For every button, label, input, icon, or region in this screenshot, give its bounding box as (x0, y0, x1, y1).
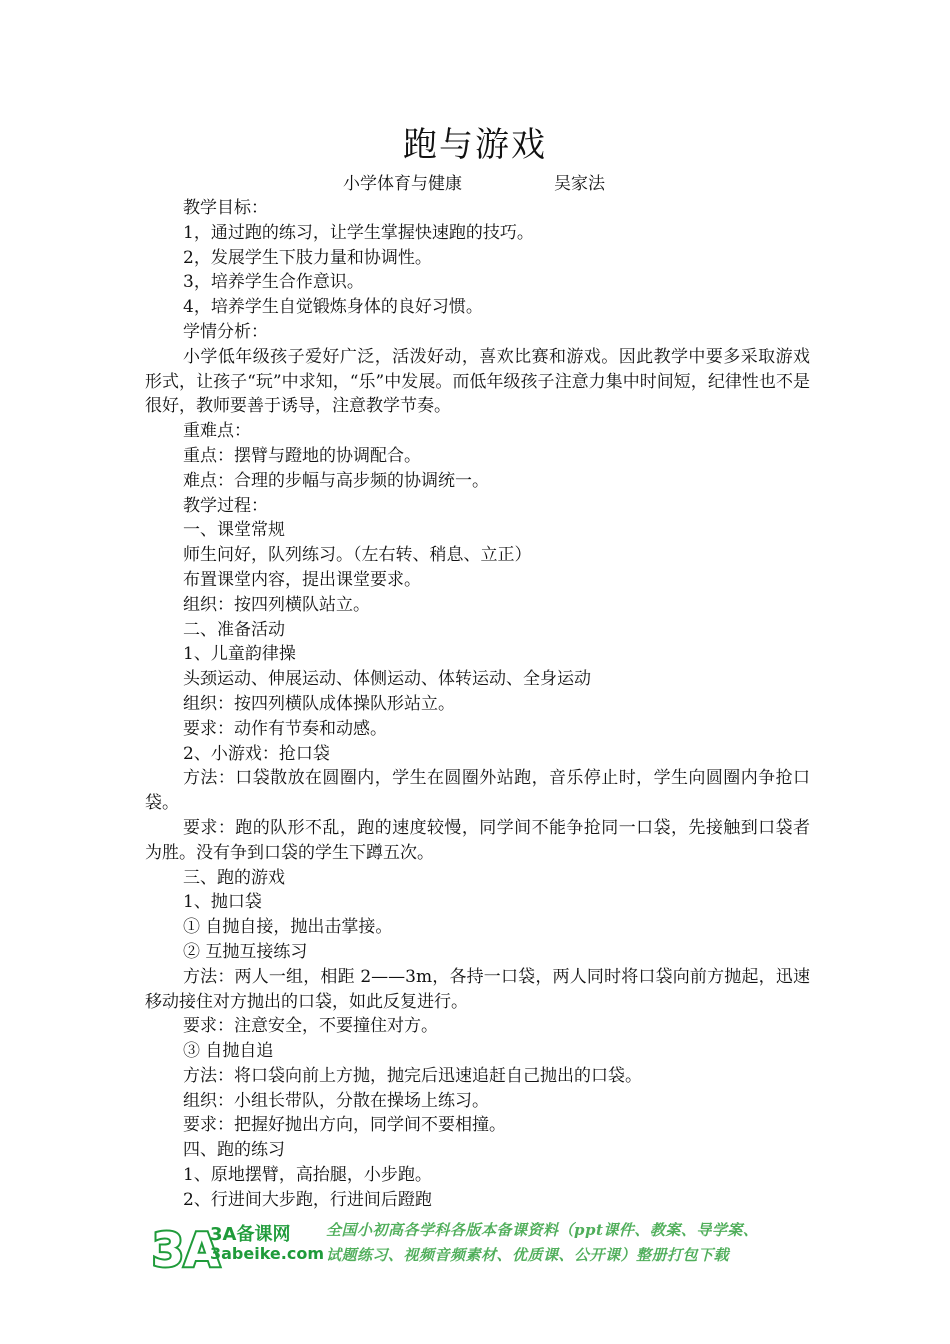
paragraph: ② 互抛互接练习 (183, 941, 308, 962)
author-name: 吴家法 (554, 174, 605, 194)
logo-name: 3A备课网 (210, 1224, 291, 1245)
svg-text:3A: 3A (152, 1223, 220, 1277)
paragraph: 要求：把握好抛出方向，同学间不要相撞。 (183, 1115, 506, 1136)
paragraph: 要求：跑的队形不乱，跑的速度较慢，同学间不能争抢同一口袋，先接触到口袋者为胜。没有争到口袋的学生下蹲五次。 (145, 817, 810, 863)
paragraph: 1，通过跑的练习，让学生掌握快速跑的技巧。 (183, 222, 534, 243)
document-body (145, 196, 810, 1213)
paragraph: 4，培养学生自觉锻炼身体的良好习惯。 (183, 297, 483, 318)
logo-url: 3abeike.com (210, 1244, 325, 1263)
paragraph: 1、儿童韵律操 (183, 644, 296, 665)
logo-3a-mark (150, 1218, 220, 1277)
ad-line-1: 全国小初高各学科各版本备课资料（ppt课件、教案、导学案、 (326, 1221, 759, 1239)
ad-line-2: 试题练习、视频音频素材、优质课、公开课）整册打包下载 (326, 1246, 730, 1264)
paragraph: 小学低年级孩子爱好广泛，活泼好动，喜欢比赛和游戏。因此教学中要多采取游戏形式，让孩子“玩”中求知，“乐”中发展。而低年级孩子注意力集中时间短，纪律性也不是很好，教师要善于诱导，注意教学节奏。 (145, 346, 810, 417)
paragraph: 3，培养学生合作意识。 (183, 272, 364, 293)
paragraph: 方法：口袋散放在圆圈内，学生在圆圈外站跑，音乐停止时，学生向圆圈内争抢口袋。 (145, 768, 810, 814)
paragraph: 教学目标： (183, 198, 268, 218)
paragraph: ③ 自抛自追 (183, 1041, 274, 1062)
paragraph: 2，发展学生下肢力量和协调性。 (183, 247, 432, 268)
document-title: 跑与游戏 (403, 125, 547, 165)
paragraph: 2、行进间大步跑，行进间后蹬跑 (183, 1189, 432, 1210)
paragraph: 难点：合理的步幅与高步频的协调统一。 (183, 470, 489, 491)
paragraph: 重难点： (183, 421, 251, 442)
paragraph: ① 自抛自接，抛出击掌接。 (183, 917, 393, 938)
paragraph: 三、跑的游戏 (183, 867, 285, 888)
paragraph: 方法：两人一组，相距 2——3m，各持一口袋，两人同时将口袋向前方抛起，迅速移动接住对方抛出的口袋，如此反复进行。 (145, 966, 810, 1012)
paragraph: 重点：摆臂与蹬地的协调配合。 (183, 445, 421, 466)
paragraph: 2、小游戏：抢口袋 (183, 743, 330, 764)
paragraph: 组织：小组长带队，分散在操场上练习。 (183, 1090, 489, 1111)
site-logo (150, 1218, 325, 1277)
paragraph: 方法：将口袋向前上方抛，抛完后迅速追赶自己抛出的口袋。 (183, 1065, 642, 1086)
paragraph: 二、准备活动 (183, 619, 285, 640)
paragraph: 要求：注意安全，不要撞住对方。 (183, 1016, 438, 1037)
paragraph: 头颈运动、伸展运动、体侧运动、体转运动、全身运动 (183, 669, 591, 690)
ad-text (326, 1218, 846, 1268)
course-name: 小学体育与健康 (343, 174, 462, 194)
paragraph: 组织：按四列横队站立。 (183, 594, 370, 615)
paragraph: 师生问好，队列练习。（左右转、稍息、立正） (183, 545, 532, 566)
paragraph: 一、课堂常规 (183, 520, 285, 541)
paragraph: 要求：动作有节奏和动感。 (183, 718, 387, 739)
footer-banner (150, 1218, 850, 1277)
paragraph: 四、跑的练习 (183, 1140, 285, 1161)
paragraph: 学情分析： (183, 321, 268, 342)
paragraph: 布置课堂内容，提出课堂要求。 (183, 569, 421, 590)
paragraph: 教学过程： (183, 495, 268, 516)
paragraph: 组织：按四列横队成体操队形站立。 (183, 693, 455, 714)
paragraph: 1、抛口袋 (183, 892, 262, 913)
paragraph: 1、原地摆臂，高抬腿，小步跑。 (183, 1165, 432, 1186)
